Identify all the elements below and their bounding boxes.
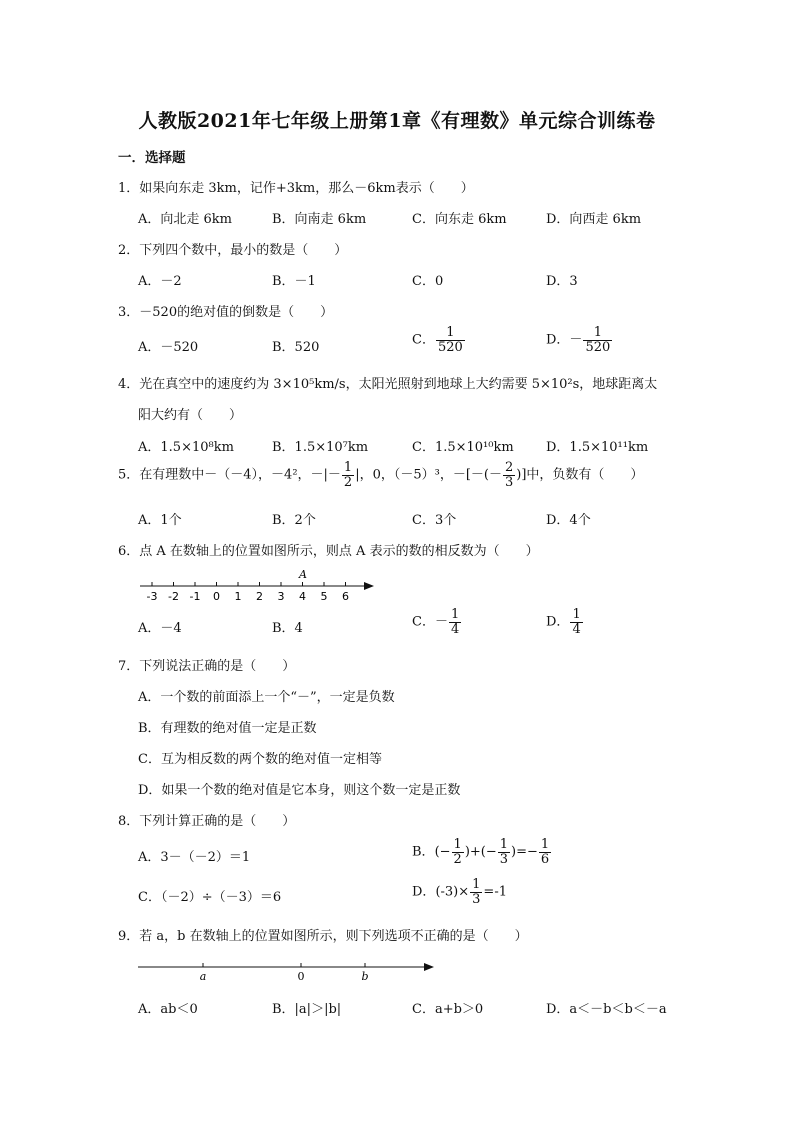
q9-number-line xyxy=(138,956,438,986)
axis-tick-label: 3 xyxy=(277,590,285,603)
q8-option-c[interactable]: C．（－2）÷（－3）＝6 xyxy=(138,890,282,905)
q7-option-c[interactable]: C．互为相反数的两个数的绝对值一定相等 xyxy=(138,752,382,767)
axis-tick-label: 5 xyxy=(320,590,328,603)
q7-option-b[interactable]: B．有理数的绝对值一定是正数 xyxy=(138,721,317,736)
fraction: $\frac{1}{4}$ xyxy=(450,607,460,637)
question-7-stem: 7．下列说法正确的是（ ） xyxy=(118,659,296,674)
q3-option-c-label: C． xyxy=(412,332,435,348)
q1-option-d[interactable]: D．向西走 6km xyxy=(546,212,642,227)
axis-tick-label: 4 xyxy=(299,590,306,603)
axis-tick-label: -2 xyxy=(168,590,179,603)
point-a-label: A xyxy=(299,568,307,581)
question-3-stem: 3．－520的绝对值的倒数是（ ） xyxy=(118,305,334,320)
q4-option-b[interactable]: B．1.5×10⁷km xyxy=(272,440,369,455)
q1-option-c[interactable]: C．向东走 6km xyxy=(412,212,507,227)
q9-option-a[interactable]: A．ab＜0 xyxy=(138,1002,198,1017)
q4-option-a[interactable]: A．1.5×10⁸km xyxy=(138,440,234,455)
q6-number-line xyxy=(138,566,378,606)
q6-option-d[interactable]: D． $\frac{1}{4}$ xyxy=(546,607,581,637)
fraction: $\frac{1}{520}$ xyxy=(437,325,463,355)
question-5-stem: 5．在有理数中－（－4），－4²，－|－ $\frac{1}{2}$ |，0，（－5）³，－[－(－ $\frac{2}{3}$ )]中，负数有（ ） xyxy=(118,460,644,490)
q2-option-b[interactable]: B．－1 xyxy=(272,274,316,289)
section-heading: 一．选择题 xyxy=(118,150,186,166)
q3-option-d-label: D．－ xyxy=(546,332,583,348)
label-a: a xyxy=(199,970,207,983)
page-title: 人教版2021年七年级上册第1章《有理数》单元综合训练卷 xyxy=(138,110,656,132)
q8-option-d[interactable]: D．(-3)× $\frac{1}{3}$ =-1 xyxy=(412,877,507,907)
q6-option-b[interactable]: B．4 xyxy=(272,621,303,636)
q8-option-a[interactable]: A．3－（－2）＝1 xyxy=(138,850,251,865)
q5-option-c[interactable]: C．3个 xyxy=(412,513,457,528)
fraction: $\frac{1}{4}$ xyxy=(572,607,581,637)
q3-option-d[interactable] xyxy=(546,326,613,354)
q5-option-a[interactable]: A．1个 xyxy=(138,513,182,528)
q4-option-d[interactable]: D．1.5×10¹¹km xyxy=(546,440,649,455)
fraction: $\frac{1}{520}$ xyxy=(585,325,611,355)
label-b: b xyxy=(361,970,369,983)
axis-tick-label: 1 xyxy=(234,590,242,603)
q2-option-a[interactable]: A．－2 xyxy=(138,274,182,289)
fraction-one-half: $\frac{1}{2}$ xyxy=(343,460,353,490)
q8-option-b[interactable]: B．(− $\frac{1}{2}$ )+(− $\frac{1}{3}$ )=− $\frac{1}{6}$ xyxy=(412,837,550,867)
q7-option-d[interactable]: D．如果一个数的绝对值是它本身，则这个数一定是正数 xyxy=(138,783,461,798)
fraction-two-thirds: $\frac{2}{3}$ xyxy=(504,460,514,490)
q3-option-a[interactable]: A．－520 xyxy=(138,340,199,355)
q1-option-b[interactable]: B．向南走 6km xyxy=(272,212,367,227)
question-8-stem: 8．下列计算正确的是（ ） xyxy=(118,814,296,829)
q6-option-a[interactable]: A．－4 xyxy=(138,621,182,636)
axis-tick-label: 2 xyxy=(256,590,263,603)
question-9-stem: 9．若 a，b 在数轴上的位置如图所示，则下列选项不正确的是（ ） xyxy=(118,929,528,944)
q9-option-b[interactable]: B．|a|＞|b| xyxy=(272,1002,342,1017)
q3-option-c[interactable] xyxy=(412,326,466,354)
q9-option-c[interactable]: C．a+b＞0 xyxy=(412,1002,484,1017)
axis-tick-label: -3 xyxy=(146,590,158,603)
q2-option-c[interactable]: C．0 xyxy=(412,274,444,289)
q6-option-c[interactable]: C．－ $\frac{1}{4}$ xyxy=(412,607,460,637)
question-4-stem-line2: 阳大约有（ ） xyxy=(138,408,243,423)
axis-tick-label: 0 xyxy=(213,590,220,603)
q4-option-c[interactable]: C．1.5×10¹⁰km xyxy=(412,440,514,455)
q5-option-d[interactable]: D．4个 xyxy=(546,513,591,528)
q7-option-a[interactable]: A．一个数的前面添上一个“－”，一定是负数 xyxy=(138,690,395,705)
question-1-stem: 1．如果向东走 3km，记作+3km，那么－6km表示（ ） xyxy=(118,181,474,196)
q3-option-b[interactable]: B．520 xyxy=(272,340,320,355)
q2-option-d[interactable]: D．3 xyxy=(546,274,578,289)
question-2-stem: 2．下列四个数中，最小的数是（ ） xyxy=(118,243,348,258)
q5-option-b[interactable]: B．2个 xyxy=(272,513,316,528)
axis-tick-label: -1 xyxy=(189,590,201,603)
question-4-stem-line1: 4．光在真空中的速度约为 3×10⁵km/s，太阳光照射到地球上大约需要 5×10²s，地球距离太 xyxy=(118,377,658,392)
q9-option-d[interactable]: D．a＜－b＜b＜－a xyxy=(546,1002,667,1017)
question-6-stem: 6．点 A 在数轴上的位置如图所示，则点 A 表示的数的相反数为（ ） xyxy=(118,544,539,559)
q1-option-a[interactable]: A．向北走 6km xyxy=(138,212,232,227)
axis-tick-label: 6 xyxy=(342,590,349,603)
label-zero: 0 xyxy=(297,970,305,983)
